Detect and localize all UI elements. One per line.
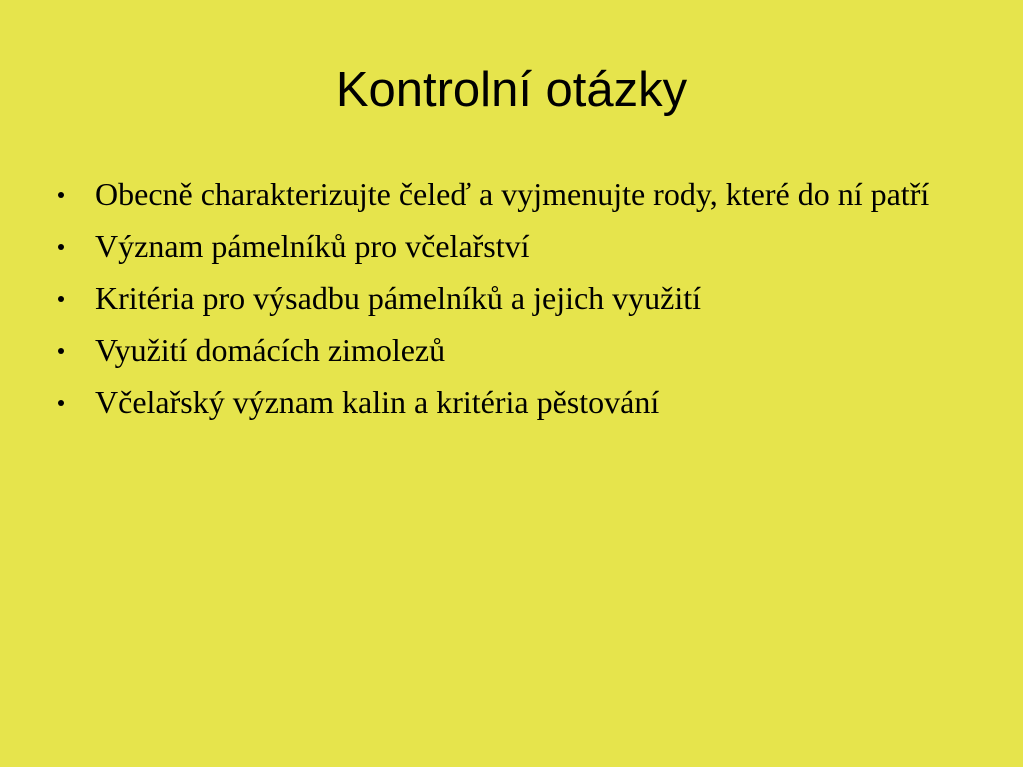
bullet-item	[56, 332, 976, 368]
bullet-item	[56, 176, 976, 212]
bullet-text: Včelařský význam kalin a kritéria pěstování	[95, 384, 660, 420]
bullet-text: Využití domácích zimolezů	[95, 332, 446, 368]
bullet-dot-icon	[58, 348, 64, 354]
bullet-text: Obecně charakterizujte čeleď a vyjmenujte rody, které do ní patří	[95, 176, 930, 212]
bullet-text: Význam pámelníků pro včelařství	[95, 228, 530, 264]
bullet-dot-icon	[58, 400, 64, 406]
bullet-dot-icon	[58, 192, 64, 198]
slide-title: Kontrolní otázky	[335, 63, 688, 117]
bullet-item	[56, 384, 976, 420]
bullet-dot-icon	[58, 244, 64, 250]
bullet-item	[56, 280, 976, 316]
bullet-text: Kritéria pro výsadbu pámelníků a jejich využití	[95, 280, 702, 316]
bullet-list	[56, 176, 976, 436]
bullet-item	[56, 228, 976, 264]
bullet-dot-icon	[58, 296, 64, 302]
